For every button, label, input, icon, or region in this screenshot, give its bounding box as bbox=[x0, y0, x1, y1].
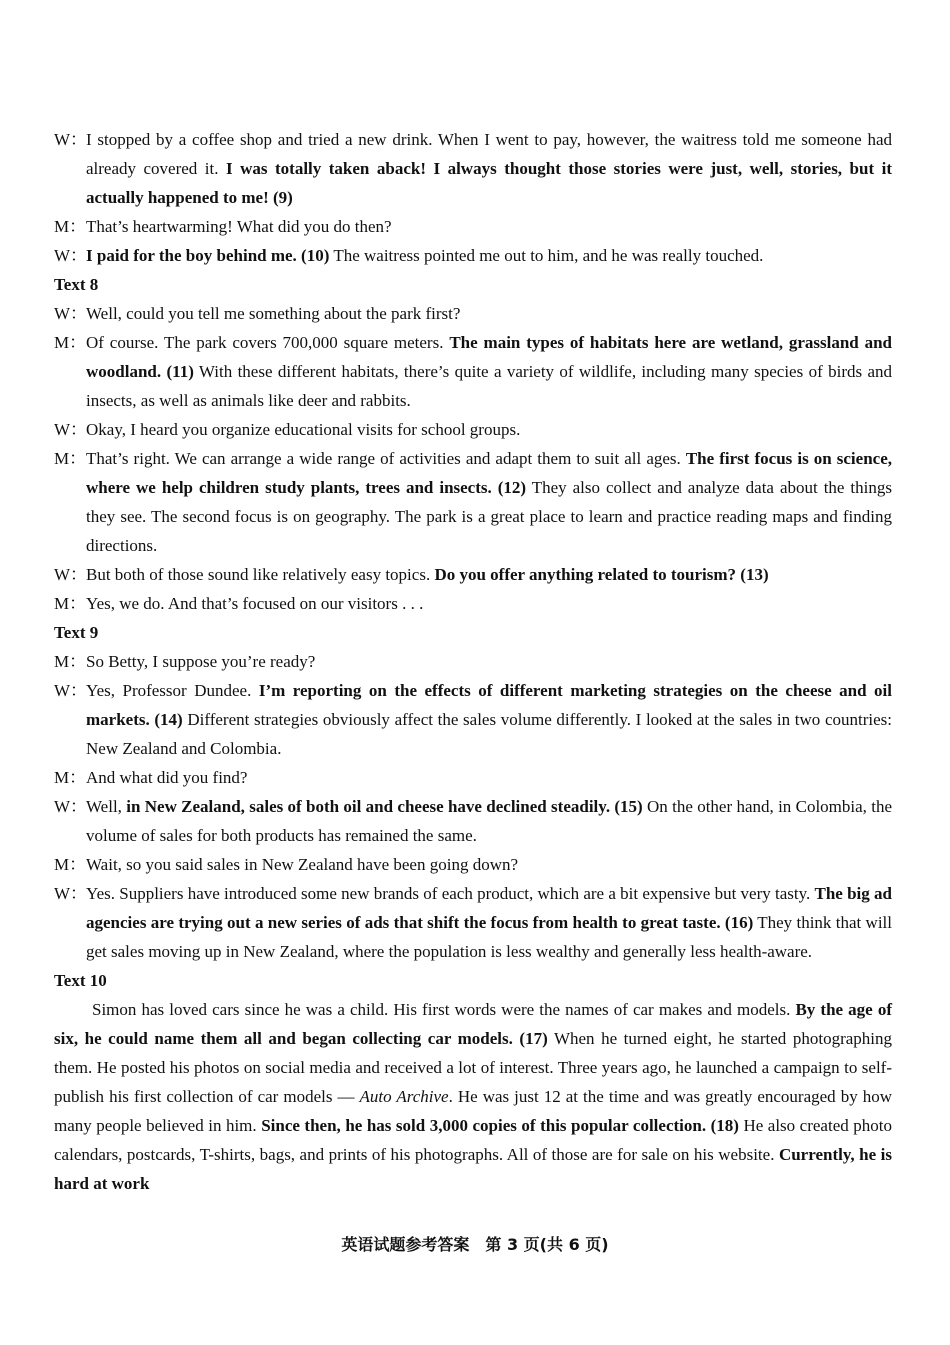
answer-highlight: The big ad agencies are trying out a new series of ads that shift the focus from health to great taste. (16) bbox=[86, 884, 892, 932]
text-segment: Different strategies obviously affect the sales volume differently. I looked at the sales in two countries: New Zealand and Colombia. bbox=[86, 710, 892, 758]
answer-highlight: The main types of habitats here are wetland, grassland and woodland. (11) bbox=[86, 333, 893, 381]
text-segment: Yes, we do. And that’s focused on our visitors . . . bbox=[86, 594, 424, 613]
text-segment: Text 10 bbox=[54, 971, 107, 990]
text-segment: That’s heartwarming! What did you do then? bbox=[86, 217, 392, 236]
answer-highlight: I paid for the boy behind me. (10) bbox=[86, 246, 330, 265]
text-segment: Well, bbox=[86, 797, 127, 816]
dialogue-line bbox=[54, 879, 892, 966]
text-segment: Yes. Suppliers have introduced some new brands of each product, which are a bit expensive but very tasty. bbox=[86, 884, 815, 903]
text-segment: Simon has loved cars since he was a child. His first words were the names of car makes and models. bbox=[92, 1000, 796, 1019]
dialogue-line bbox=[54, 212, 892, 241]
speaker-label: W： bbox=[54, 681, 88, 700]
dialogue-line bbox=[54, 328, 892, 415]
text-segment: Well, could you tell me something about the park first? bbox=[86, 304, 461, 323]
dialogue-line bbox=[54, 589, 892, 618]
text-segment: When he turned eight, he started photographing them. He posted his photos on social media and received a lot of interest. Three years ago, he launched a campaign to self-publish his first collection of car models — bbox=[54, 1029, 892, 1106]
answer-highlight: Do you offer anything related to tourism? (13) bbox=[434, 565, 769, 584]
text-segment: They also collect and analyze data about the things they see. The second focus is on geography. The park is a great place to learn and practice reading maps and finding directions. bbox=[86, 478, 892, 555]
answer-highlight: By the age of six, he could name them all and began collecting car models. (17) bbox=[54, 1000, 892, 1048]
speaker-label: M： bbox=[54, 855, 87, 874]
text-segment: Auto Archive bbox=[359, 1087, 449, 1106]
speaker-label: W： bbox=[54, 884, 88, 903]
text-segment: And what did you find? bbox=[86, 768, 248, 787]
text-segment: . He was just 12 at the time and was greatly encouraged by how many people believed in him. bbox=[54, 1087, 892, 1135]
speaker-label: M： bbox=[54, 594, 87, 613]
dialogue-line bbox=[54, 299, 892, 328]
answer-highlight: Since then, he has sold 3,000 copies of this popular collection. (18) bbox=[261, 1116, 739, 1135]
speaker-label: W： bbox=[54, 565, 88, 584]
speaker-label: W： bbox=[54, 130, 88, 149]
section-heading bbox=[54, 618, 892, 647]
text-segment: He also created photo calendars, postcards, T-shirts, bags, and prints of his photographs. All of those are for sale on his website. bbox=[54, 1116, 892, 1164]
answer-highlight: I was totally taken aback! I always thought those stories were just, well, stories, but it actually happened to me! (9) bbox=[86, 159, 892, 207]
answer-highlight: Currently, he is hard at work bbox=[54, 1145, 892, 1193]
text-segment: Yes, Professor Dundee. bbox=[86, 681, 259, 700]
dialogue-line bbox=[54, 125, 892, 212]
dialogue-line bbox=[54, 241, 892, 270]
dialogue-line bbox=[54, 415, 892, 444]
speaker-label: M： bbox=[54, 768, 87, 787]
text-segment: I stopped by a coffee shop and tried a new drink. When I went to pay, however, the waitress told me someone had already covered it. bbox=[86, 130, 892, 178]
section-heading bbox=[54, 966, 892, 995]
speaker-label: M： bbox=[54, 449, 87, 468]
text-segment: With these different habitats, there’s quite a variety of wildlife, including many species of birds and insects, as well as animals like deer and rabbits. bbox=[86, 362, 892, 410]
dialogue-line bbox=[54, 560, 892, 589]
speaker-label: M： bbox=[54, 652, 87, 671]
speaker-label: M： bbox=[54, 217, 87, 236]
text-segment: Okay, I heard you organize educational visits for school groups. bbox=[86, 420, 521, 439]
text-segment: Text 8 bbox=[54, 275, 99, 294]
text-segment: Of course. The park covers 700,000 square meters. bbox=[86, 333, 450, 352]
speaker-label: W： bbox=[54, 420, 88, 439]
answer-highlight: I’m reporting on the effects of different marketing strategies on the cheese and oil markets. (14) bbox=[86, 681, 893, 729]
answer-highlight: The first focus is on science, where we help children study plants, trees and insects. (12) bbox=[86, 449, 892, 497]
text-segment: The waitress pointed me out to him, and he was really touched. bbox=[329, 246, 764, 265]
text-segment: But both of those sound like relatively easy topics. bbox=[86, 565, 435, 584]
answer-highlight: in New Zealand, sales of both oil and cheese have declined steadily. (15) bbox=[126, 797, 643, 816]
speaker-label: W： bbox=[54, 797, 88, 816]
section-heading bbox=[54, 270, 892, 299]
text-segment: So Betty, I suppose you’re ready? bbox=[86, 652, 316, 671]
dialogue-line bbox=[54, 763, 892, 792]
text-segment: Text 9 bbox=[54, 623, 99, 642]
dialogue-line bbox=[54, 444, 892, 560]
text-segment: They think that will get sales moving up in New Zealand, where the population is less wealthy and generally less health-aware. bbox=[86, 913, 892, 961]
dialogue-line bbox=[54, 676, 892, 763]
page-footer: 英语试题参考答案 第 3 页(共 6 页) bbox=[341, 1235, 609, 1254]
text-segment: That’s right. We can arrange a wide range of activities and adapt them to suit all ages. bbox=[86, 449, 686, 468]
speaker-label: W： bbox=[54, 304, 88, 323]
speaker-label: M： bbox=[54, 333, 87, 352]
text-segment: Wait, so you said sales in New Zealand have been going down? bbox=[86, 855, 519, 874]
dialogue-line bbox=[54, 850, 892, 879]
dialogue-line bbox=[54, 647, 892, 676]
dialogue-line bbox=[54, 792, 892, 850]
text-segment: On the other hand, in Colombia, the volume of sales for both products has remained the same. bbox=[86, 797, 892, 845]
speaker-label: W： bbox=[54, 246, 88, 265]
answer-key-text bbox=[54, 125, 892, 1198]
narrative-paragraph bbox=[54, 995, 892, 1198]
